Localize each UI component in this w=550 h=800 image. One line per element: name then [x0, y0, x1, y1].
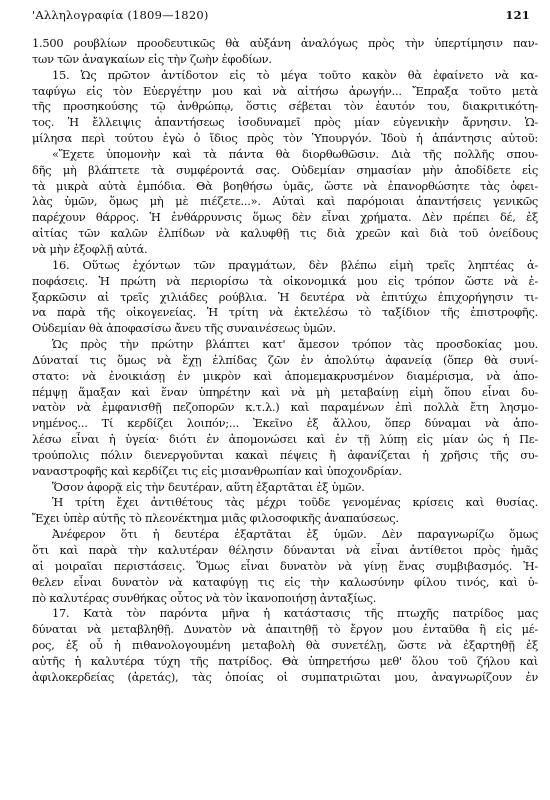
text-line: 17. Κατὰ τὸν παρόντα μῆνα ἡ κατάστασις τῆς πτωχῆς πατρίδος μας [52, 606, 538, 621]
text-line: ὅτι καὶ παρὰ τὴν καλυτέραν θέλησιν δύνανται νὰ εἶναι ἀντίθετοι πρὸς ἡμᾶς [32, 543, 538, 557]
page-header [32, 8, 530, 26]
text-line: παρέχουν θάρρος. Ἡ ἐνθάρρυνσις ὅμως δὲν εἶναι χρήματα. Δὲν πρέπει δέ, ἐξ [32, 210, 538, 225]
text-line: στατο: νὰ ἐνοικιάσῃ ἐν μικρὸν καὶ ἀπομεμακρυσμένον διαμέρισμα, νὰ ἀπο- [32, 368, 538, 383]
text-line: ναναστροφῆς καὶ κερδίζει τις εἰς μισανθρωπίαν καὶ ὑποχονδρίαν. [32, 463, 402, 478]
text-line: Ἀνέφερον ὅτι ἡ δευτέρα ἐξαρτᾶται ἐξ ὑμῶν. Δὲν παραγνωρίζω ὅμως [52, 527, 538, 542]
text-line: μίλησα περὶ τούτου ἐγὼ ὁ ἴδιος πρὸς τὸν Ὑπουργόν. Ἰδοὺ ἡ ἀπάντησις αὐτοῦ: [32, 131, 538, 146]
text-line: λέσω εἶναι ἡ ὑγεία· διότι ἐν ἀπομονώσει καὶ ἐν τῇ λύπῃ εἰς μίαν ὡς ἡ Πε- [32, 432, 538, 447]
text-line: Ὡς πρὸς τὴν πρώτην βλάπτει κατ' ἄμεσον τρόπον τὰς προσδοκίας μου. [52, 337, 538, 352]
text-line: «Ἔχετε ὑπομονὴν καὶ τὰ πάντα θὰ διορθωθῶσιν. Διὰ τῆς πολλῆς σπου- [52, 146, 538, 161]
text-line: 16. Οὕτως ἐχόντων τῶν πραγμάτων, δὲν βλέπω εἰμὴ τρεῖς ληπτέας ἀ- [52, 257, 538, 272]
text-line: αἱ μοιραῖαι περιστάσεις. Ὅμως εἶναι δυνατὸν νὰ γίνῃ ἕνας συμβιβασμός. Ἠ- [32, 558, 538, 573]
text-line: 15. Ὡς πρῶτον ἀντίδοτον εἰς τὸ μέγα τοῦτο κακὸν θὰ ἐφαίνετο νὰ κα- [52, 67, 538, 82]
text-line: αἰτίας τῶν καλῶν ἐλπίδων νὰ καλυφθῇ τις διὰ χρεῶν καὶ διὰ τοῦ ὀνείδους [32, 226, 538, 241]
text-line: νατὸν νὰ ἐμφανισθῇ πεζοπορῶν κ.τ.λ.) καὶ παραμένων ἐπὶ πολλὰ ἔτη λησμο- [32, 400, 538, 415]
text-line: ξαρκῶσιν αἱ τρεῖς χιλιάδες ρούβλια. Ἡ δευτέρα νὰ ἐπιτύχω ἐπιχορήγησιν τι- [32, 289, 538, 304]
text-line: δύναται νὰ μεταβληθῇ. Δυνατὸν νὰ ἀπαιτηθῇ τὸ ἔργον μου ἐνταῦθα ἢ εἰς μέ- [32, 622, 538, 637]
text-line: Ὅσον ἀφορᾷ εἰς τὴν δευτέραν, αὕτη ἐξαρτᾶται ἐξ ὑμῶν. [52, 479, 365, 494]
text-line: τρούπολις πόλιν διενεργοῦνται κακαὶ πέψεις ἢ ἀφανίζεται ἡ χρῆσις τῆς συ- [32, 447, 538, 462]
text-line: δῆς μὴ βλάπτετε τὰ συμφέροντά σας. Οὐδεμίαν σημασίαν μὴν ἀποδίδετε εἰς [32, 162, 538, 177]
text-line: 1.500 ρουβλίων προοδευτικῶς θὰ αὐξάνη ἀναλόγως πρὸς τὴν ὑπερτίμησιν παν- [32, 36, 538, 50]
text-line: Δύναταί τις ὅμως νὰ ἔχῃ ἐλπίδας ζῶν ἐν ἀπολύτῳ ἀφανείᾳ (ὅπερ θὰ συνί- [32, 352, 538, 367]
text-line: τῆς προσηκούσης τῷ ἀνθρώπῳ, ὅστις σέβεται τὸν ἑαυτόν του, διακριτικότη- [32, 99, 538, 114]
text-line: ταφύγω εἰς τὸν Εὐεργέτην μου καὶ νὰ αἰτήσω ἀρωγήν... Ἔπραξα τοῦτο μετὰ [32, 83, 538, 98]
text-line: αὐτῆς ἡ καλυτέρα τύχη τῆς πατρίδος. Θὰ ὑπηρετήσω μεθ' ὅλου τοῦ ζήλου καὶ [32, 653, 538, 668]
text-line: ποφάσεις. Ἡ πρώτη νὰ περιορίσω τὰ οἰκονομικά μου εἰς τρόπον ὥστε νὰ ἐ- [32, 273, 538, 288]
body-text [32, 36, 538, 794]
text-line: τος. Ἡ ἔλλειψις ἀπαντήσεως ἰσοδυναμεῖ πρὸς μίαν εὐγενικὴν ἄρνησιν. Ὡ- [32, 115, 538, 130]
text-line: των τῶν ἀναγκαίων εἰς τὴν ζωὴν ἐφοδίων. [32, 51, 272, 66]
page-number: 121 [505, 8, 530, 22]
text-line: τὰ μικρὰ αὐτὰ ἐμπόδια. Θὰ βοηθήσω ὑμᾶς, ὥστε νὰ ἐπανορθώσητε τὰς ὀφει- [32, 178, 538, 193]
running-title: 'Αλληλογραφία (1809—1820) [32, 8, 209, 22]
text-line: Οὐδεμίαν θὰ ἀποφασίσω ἄνευ τῆς συναινέσεως ὑμῶν. [32, 321, 336, 336]
text-line: θελεν εἶναι δυνατὸν νὰ καταφύγῃ τις εἰς τὴν καλωσύνην φίλου τινός, καὶ ὑ- [32, 574, 538, 589]
text-line: νημένος... Τί κερδίζει λοιπόν;... Ἐκεῖνο ἐξ ἄλλου, ὅπερ δύναμαι νὰ ἀπο- [32, 416, 538, 431]
text-line: Ἔχει ὑπὲρ αὐτῆς τὸ πλεονέκτημα μιᾶς φιλοσοφικῆς ἀναπαύσεως. [32, 511, 399, 526]
text-line: ρος, ἐξ οὗ ἡ πιθανολογουμένη μεταβολὴ θὰ συνετέλῃ, ὥστε νὰ ἐξαρτηθῇ ἐξ [32, 638, 538, 653]
text-line: να παρὰ τῆς οἰκογενείας. Ἡ τρίτη νὰ ἐκτελέσω τὸ ταξίδιον τῆς ἐπιστροφῆς. [32, 305, 538, 320]
text-line: λὰς ὑμῶν, ὅμως μὴ μὲ πιέζετε...». Αὐταὶ καὶ παρόμοιαι ἀπαντήσεις γενικῶς [32, 194, 538, 209]
text-line: πέμψῃ ἅμαξαν καὶ ἕναν ὑπηρέτην καὶ νὰ μὴ μεταβαίνῃ εἰμὴ ὅπου εἶναι δυ- [32, 384, 538, 399]
text-line: πὸ καλυτέρας συνθήκας οὗτος νὰ τὸν ἱκανοποιήσῃ ἀνταξίως. [32, 590, 377, 605]
text-line: ἀφιλοκερδείας (ἀρετάς), τὰς ὁποίας οἱ συμπατριῶται μου, ἀναγνωρίζουν ἐν [32, 669, 538, 684]
text-line: Ἡ τρίτη ἔχει ἀντιθέτους τὰς μέχρι τοῦδε γενομένας κρίσεις καὶ θυσίας. [52, 495, 538, 510]
text-line: νὰ μὴν ἐξοφλῇ αὐτά. [32, 241, 148, 256]
